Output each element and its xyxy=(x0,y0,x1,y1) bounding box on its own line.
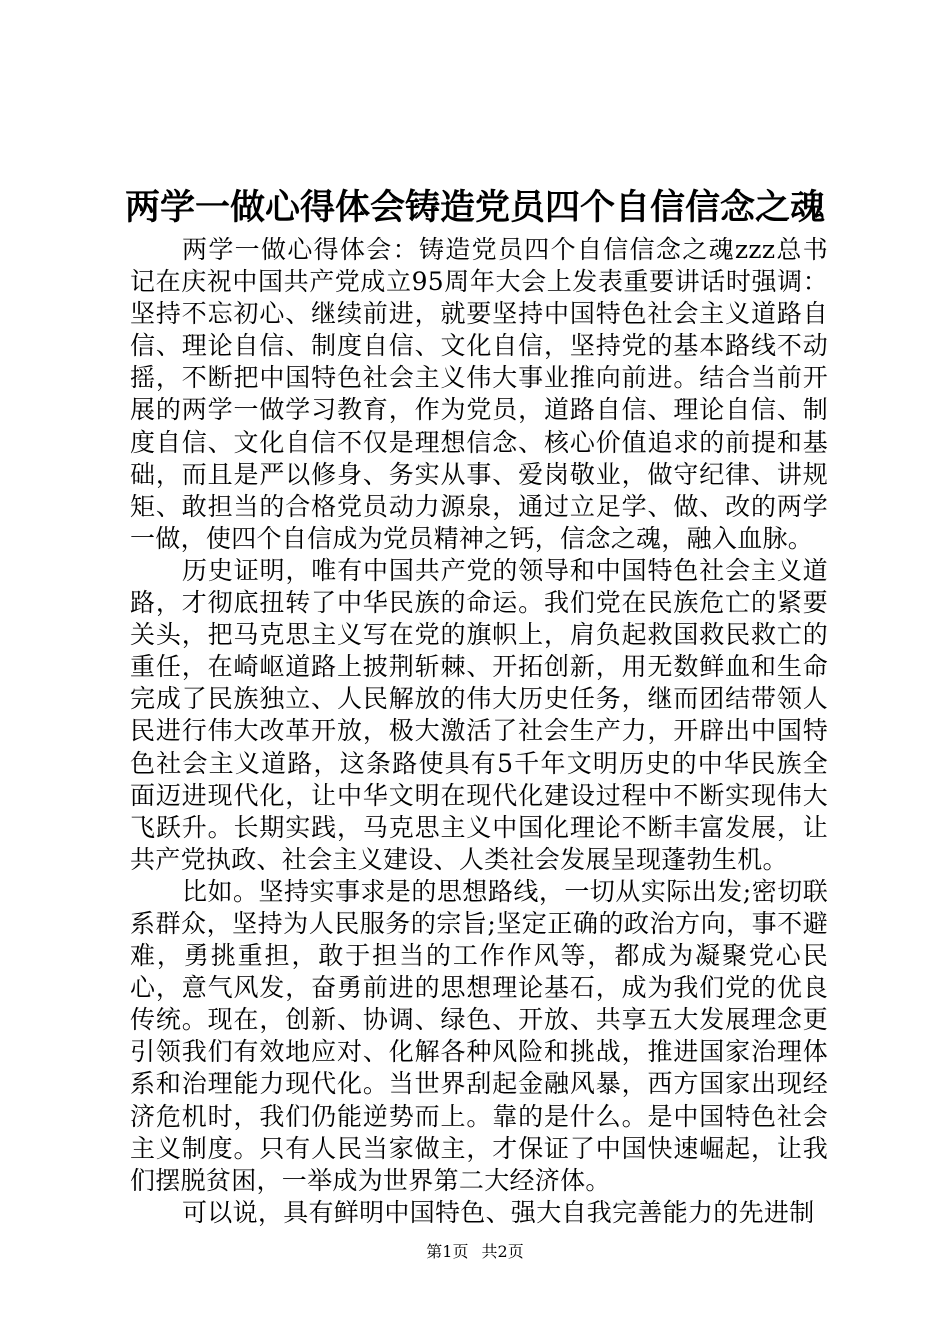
document-body xyxy=(130,234,828,1229)
page-number: 第1页 xyxy=(426,1242,469,1261)
paragraph-3: 比如。坚持实事求是的思想路线，一切从实际出发;密切联系群众，坚持为人民服务的宗旨;坚定正确的政治方向，事不避难，勇挑重担，敢于担当的工作作风等，都成为凝聚党心民心，意气风发，奋勇前进的思想理论基石，成为我们党的优良传统。现在，创新、协调、绿色、开放、共享五大发展理念更引领我们有效地应对、化解各种风险和挑战，推进国家治理体系和治理能力现代化。当世界刮起金融风暴，西方国家出现经济危机时，我们仍能逆势而上。靠的是什么。是中国特色社会主义制度。只有人民当家做主，才保证了中国快速崛起，让我们摆脱贫困，一举成为世界第二大经济体。 xyxy=(130,876,828,1195)
paragraph-1: 两学一做心得体会：铸造党员四个自信信念之魂zzz总书记在庆祝中国共产党成立95周年大会上发表重要讲话时强调：坚持不忘初心、继续前进，就要坚持中国特色社会主义道路自信、理论自信、制度自信、文化自信，坚持党的基本路线不动摇，不断把中国特色社会主义伟大事业推向前进。结合当前开展的两学一做学习教育，作为党员，道路自信、理论自信、制度自信、文化自信不仅是理想信念、核心价值追求的前提和基础，而且是严以修身、务实从事、爱岗敬业，做守纪律、讲规矩、敢担当的合格党员动力源泉，通过立足学、做、改的两学一做，使四个自信成为党员精神之钙，信念之魂，融入血脉。 xyxy=(130,235,828,553)
document-title: 两学一做心得体会铸造党员四个自信信念之魂 xyxy=(124,187,825,228)
paragraph-2: 历史证明，唯有中国共产党的领导和中国特色社会主义道路，才彻底扭转了中华民族的命运。我们党在民族危亡的紧要关头，把马克思主义写在党的旗帜上，肩负起救国救民救亡的重任，在崎岖道路上披荆斩棘、开拓创新，用无数鲜血和生命完成了民族独立、人民解放的伟大历史任务，继而团结带领人民进行伟大改革开放，极大激活了社会生产力，开辟出中国特色社会主义道路，这条路使具有5千年文明历史的中华民族全面迈进现代化，让中华文明在现代化建设过程中不断实现伟大飞跃升。长期实践，马克思主义中国化理论不断丰富发展，让共产党执政、社会主义建设、人类社会发展呈现蓬勃生机。 xyxy=(130,555,828,874)
paragraph-4: 可以说，具有鲜明中国特色、强大自我完善能力的先进制 xyxy=(182,1197,815,1227)
page-footer xyxy=(0,1240,950,1264)
page-total: 共2页 xyxy=(481,1242,524,1261)
